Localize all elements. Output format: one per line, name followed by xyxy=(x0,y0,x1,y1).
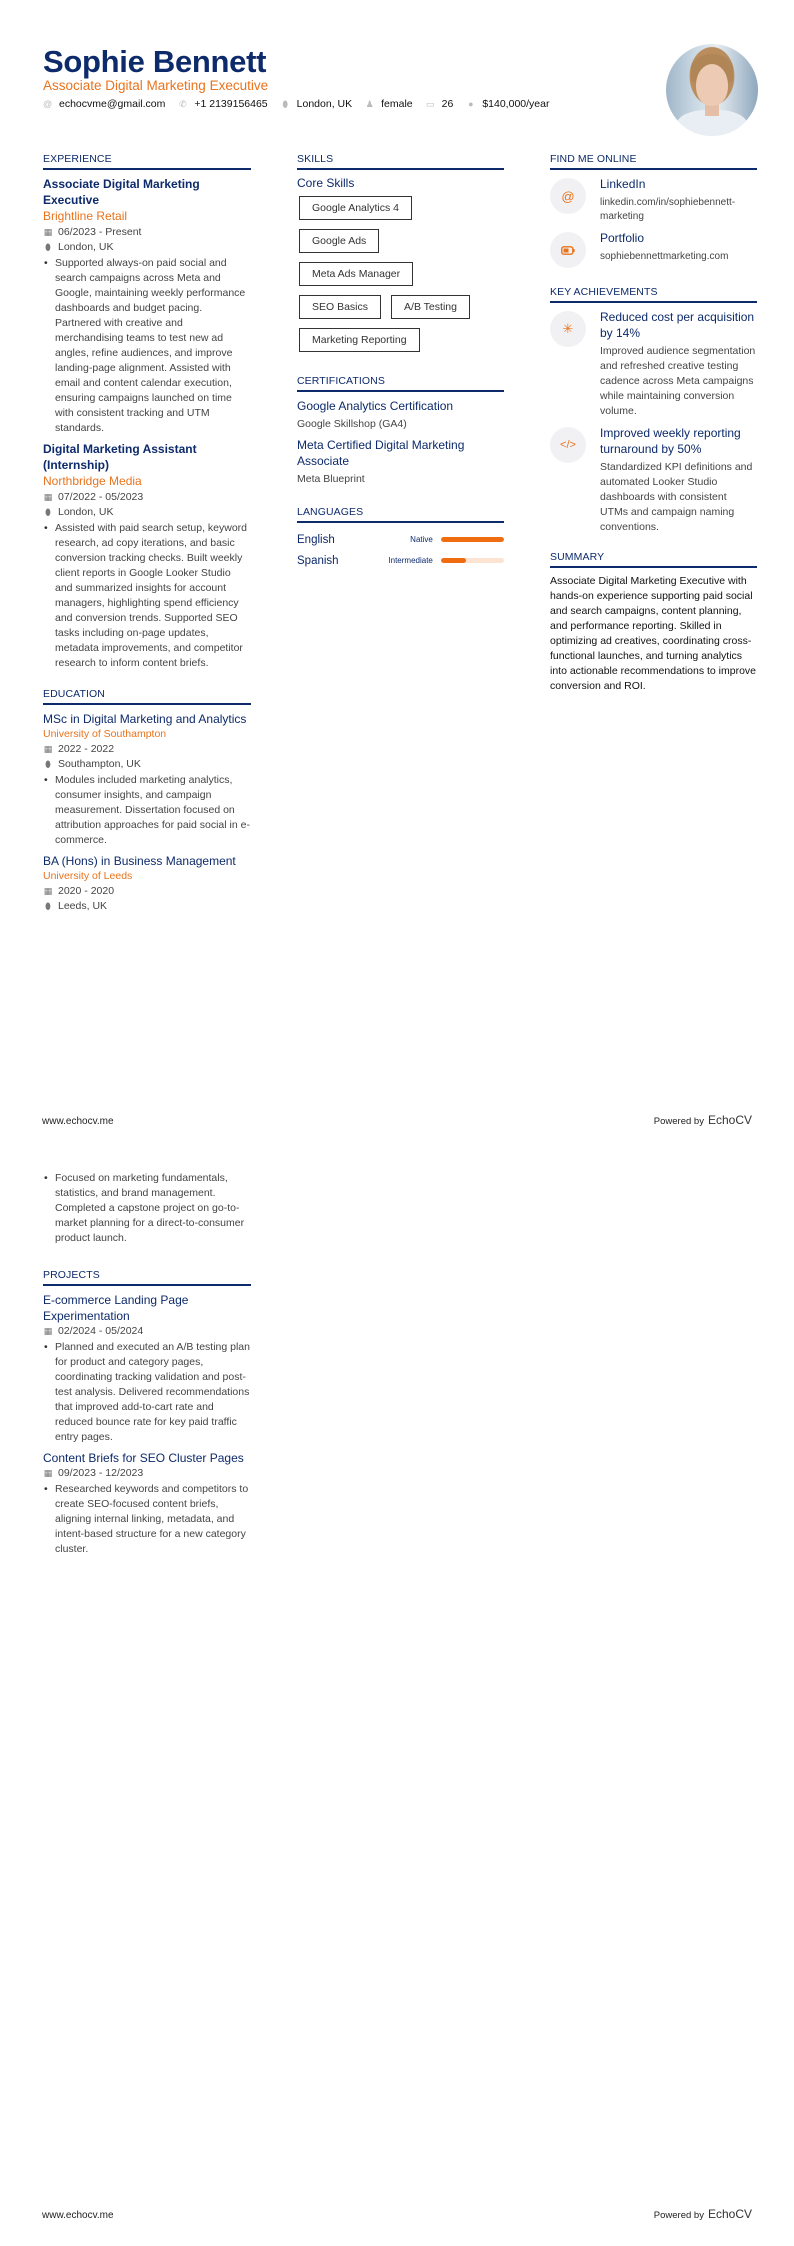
education-dates: ▦ 2020 - 2020 xyxy=(43,885,115,897)
at-icon: @ xyxy=(43,99,53,109)
online-link-url[interactable]: sophiebennettmarketing.com xyxy=(600,251,729,262)
education-item xyxy=(43,711,251,848)
contact-location xyxy=(281,98,352,110)
school-name: University of Leeds xyxy=(43,870,133,882)
candidate-title: Associate Digital Marketing Executive xyxy=(43,78,269,93)
contact-salary xyxy=(466,98,549,110)
footer-website[interactable]: www.echocv.me xyxy=(42,2210,114,2221)
skill-chip: Google Analytics 4 xyxy=(299,196,412,220)
footer-brand[interactable]: EchoCV xyxy=(707,2207,752,2221)
code-icon: </> xyxy=(550,427,586,463)
bullet-item: • Modules included marketing analytics, consumer insights, and campaign measurement. Dissertation focused on attribution approaches for paid social in e-commerce. xyxy=(43,773,251,848)
education-item xyxy=(43,853,251,914)
education-bullets xyxy=(43,1171,251,1246)
language-level-bar xyxy=(441,558,504,563)
left-column-continued xyxy=(43,1170,251,1562)
skill-chip: Marketing Reporting xyxy=(299,328,420,352)
contact-location-value: London, UK xyxy=(296,98,353,110)
contact-phone[interactable] xyxy=(178,98,267,110)
contact-salary-value: $140,000/year xyxy=(482,98,550,110)
skill-chip: Google Ads xyxy=(299,229,379,253)
bullet-item: • Assisted with paid search setup, keyword research, ad copy iterations, and basic conversion tracking checks. Built weekly client reports in Google Looker Studio and summarized insights for account managers, highlighting spend efficiency and conversion trends. Supported SEO tasks including on-page updates, metadata improvements, and competitor research to inform content briefs. xyxy=(43,521,251,671)
language-name: Spanish xyxy=(297,554,339,567)
contact-gender xyxy=(365,98,413,110)
job-location: ⬮ London, UK xyxy=(43,240,251,255)
project-name: Content Briefs for SEO Cluster Pages xyxy=(43,1451,244,1465)
online-link-portfolio[interactable] xyxy=(550,230,757,268)
language-level: Native xyxy=(410,535,433,544)
certification-name: Google Analytics Certification xyxy=(297,399,454,413)
summary-heading: SUMMARY xyxy=(550,551,757,568)
education-dates: ▦ 2022 - 2022 xyxy=(43,743,115,755)
project-bullets xyxy=(43,1482,251,1557)
languages-heading: LANGUAGES xyxy=(297,506,504,523)
achievement-description: Improved audience segmentation and refreshed creative testing cadence across Meta campaigns while maintaining conversion volume. xyxy=(600,345,756,417)
skills-group-title: Core Skills xyxy=(297,176,355,190)
project-item xyxy=(43,1450,251,1557)
bullet-item: • Planned and executed an A/B testing plan for product and category pages, coordinating tracking validation and post-test analysis. Delivered recommendations that improved add-to-cart rate and reduced bounce rate for key paid traffic entry pages. xyxy=(43,1340,251,1445)
battery-icon xyxy=(550,232,586,268)
language-level: Intermediate xyxy=(388,556,433,565)
calendar-icon: ▦ xyxy=(43,886,53,896)
online-link-label: Portfolio xyxy=(600,231,645,245)
certification-issuer: Google Skillshop (GA4) xyxy=(297,418,407,430)
contact-age xyxy=(426,98,454,110)
achievement-title: Reduced cost per acquisition by 14% xyxy=(600,310,755,340)
left-column xyxy=(43,153,251,914)
dollar-icon: ● xyxy=(468,99,474,109)
location-pin-icon: ⬮ xyxy=(45,242,51,252)
calendar-icon: ▦ xyxy=(43,227,53,237)
achievement-item xyxy=(550,425,757,535)
contact-gender-value: female xyxy=(381,98,413,110)
phone-icon: ✆ xyxy=(179,98,187,109)
degree-name: MSc in Digital Marketing and Analytics xyxy=(43,712,247,726)
degree-name: BA (Hons) in Business Management xyxy=(43,854,236,868)
calendar-icon: ▦ xyxy=(43,1468,53,1478)
middle-column xyxy=(297,153,504,571)
certification-item xyxy=(297,398,504,432)
footer-website[interactable]: www.echocv.me xyxy=(42,1116,114,1127)
education-bullets xyxy=(43,773,251,848)
project-item xyxy=(43,1292,251,1445)
education-location: ⬮ Southampton, UK xyxy=(43,757,251,772)
calendar-icon: ▦ xyxy=(43,492,53,502)
certifications-heading: CERTIFICATIONS xyxy=(297,375,504,392)
contact-bar xyxy=(43,98,562,110)
certification-item xyxy=(297,437,504,487)
company-name: Brightline Retail xyxy=(43,209,128,223)
experience-item xyxy=(43,441,251,671)
footer-powered-by: Powered by EchoCV xyxy=(653,1113,752,1127)
footer-brand[interactable]: EchoCV xyxy=(707,1113,752,1127)
person-icon: ♟ xyxy=(365,98,374,109)
company-name: Northbridge Media xyxy=(43,474,142,488)
bullet-item: • Supported always-on paid social and search campaigns across Meta and Google, maintaining weekly performance dashboards and budget pacing. Partnered with creative and merchandising teams to test new ad angles, refine audiences, and improve landing-page alignment. Assisted with email and content calendar execution, ensuring campaigns launched on time with consistent tracking and UTM standards. xyxy=(43,256,251,436)
skill-chips xyxy=(297,196,504,361)
experience-heading: EXPERIENCE xyxy=(43,153,251,170)
projects-heading: PROJECTS xyxy=(43,1269,251,1286)
job-role: Associate Digital Marketing Executive xyxy=(43,177,200,207)
online-heading: FIND ME ONLINE xyxy=(550,153,757,170)
skill-chip: Meta Ads Manager xyxy=(299,262,413,286)
language-item xyxy=(297,529,504,550)
skill-chip: SEO Basics xyxy=(299,295,381,319)
education-heading: EDUCATION xyxy=(43,688,251,705)
location-pin-icon: ⬮ xyxy=(45,901,51,911)
summary-text: Associate Digital Marketing Executive with hands-on experience supporting paid social and search campaigns, content planning, and performance reporting. Skilled in optimizing ad creatives, coordinating cross-functional launches, and turning analytics into actionable recommendations to improve conversion and ROI. xyxy=(550,575,757,692)
location-pin-icon: ⬮ xyxy=(45,759,51,769)
achievements-heading: KEY ACHIEVEMENTS xyxy=(550,286,757,303)
achievement-title: Improved weekly reporting turnaround by 50% xyxy=(600,426,741,456)
certification-issuer: Meta Blueprint xyxy=(297,473,365,485)
resume-page-2 xyxy=(0,1123,794,2246)
language-name: English xyxy=(297,533,335,546)
language-level-bar xyxy=(441,537,504,542)
calendar-icon: ▦ xyxy=(43,744,53,754)
certification-name: Meta Certified Digital Marketing Associate xyxy=(297,438,465,468)
project-name: E-commerce Landing Page Experimentation xyxy=(43,1293,189,1323)
education-location: ⬮ Leeds, UK xyxy=(43,899,251,914)
contact-age-value: 26 xyxy=(441,98,454,110)
project-dates: ▦ 02/2024 - 05/2024 xyxy=(43,1325,144,1337)
profile-photo xyxy=(666,44,758,136)
language-item xyxy=(297,550,504,571)
project-dates: ▦ 09/2023 - 12/2023 xyxy=(43,1467,144,1479)
achievement-item xyxy=(550,309,757,419)
contact-phone-value: +1 2139156465 xyxy=(194,98,268,110)
candidate-name: Sophie Bennett xyxy=(43,44,267,79)
bullet-item: • Researched keywords and competitors to create SEO-focused content briefs, aligning internal linking, metadata, and intent-based structure for a new category cluster. xyxy=(43,1482,251,1557)
job-dates: ▦ 06/2023 - Present xyxy=(43,226,142,238)
at-icon: @ xyxy=(550,178,586,214)
online-link-linkedin[interactable] xyxy=(550,176,757,224)
calendar-icon: ▭ xyxy=(425,98,435,109)
calendar-icon: ▦ xyxy=(43,1326,53,1336)
experience-item xyxy=(43,176,251,436)
job-dates: ▦ 07/2022 - 05/2023 xyxy=(43,491,144,503)
skill-chip: A/B Testing xyxy=(391,295,470,319)
contact-email-value: echocvme@gmail.com xyxy=(59,98,166,110)
school-name: University of Southampton xyxy=(43,728,167,740)
location-pin-icon: ⬮ xyxy=(45,507,51,517)
project-bullets xyxy=(43,1340,251,1445)
sparkle-icon: ✳ xyxy=(550,311,586,347)
online-link-url[interactable]: linkedin.com/in/sophiebennett-marketing xyxy=(600,197,736,222)
job-location: ⬮ London, UK xyxy=(43,505,251,520)
achievement-description: Standardized KPI definitions and automated Looker Studio dashboards with consistent UTMs and campaign naming conventions. xyxy=(600,461,753,533)
bullet-item: • Focused on marketing fundamentals, statistics, and brand management. Completed a capstone project on go-to-market planning for a direct-to-consumer product launch. xyxy=(43,1171,251,1246)
online-link-label: LinkedIn xyxy=(600,177,646,191)
contact-email[interactable] xyxy=(43,98,165,110)
job-role: Digital Marketing Assistant (Internship) xyxy=(43,442,197,472)
footer-powered-by: Powered by EchoCV xyxy=(653,2207,752,2221)
location-pin-icon: ⬮ xyxy=(282,98,288,109)
right-column xyxy=(550,153,757,694)
skills-heading: SKILLS xyxy=(297,153,504,170)
job-bullets xyxy=(43,521,251,671)
job-bullets xyxy=(43,256,251,436)
